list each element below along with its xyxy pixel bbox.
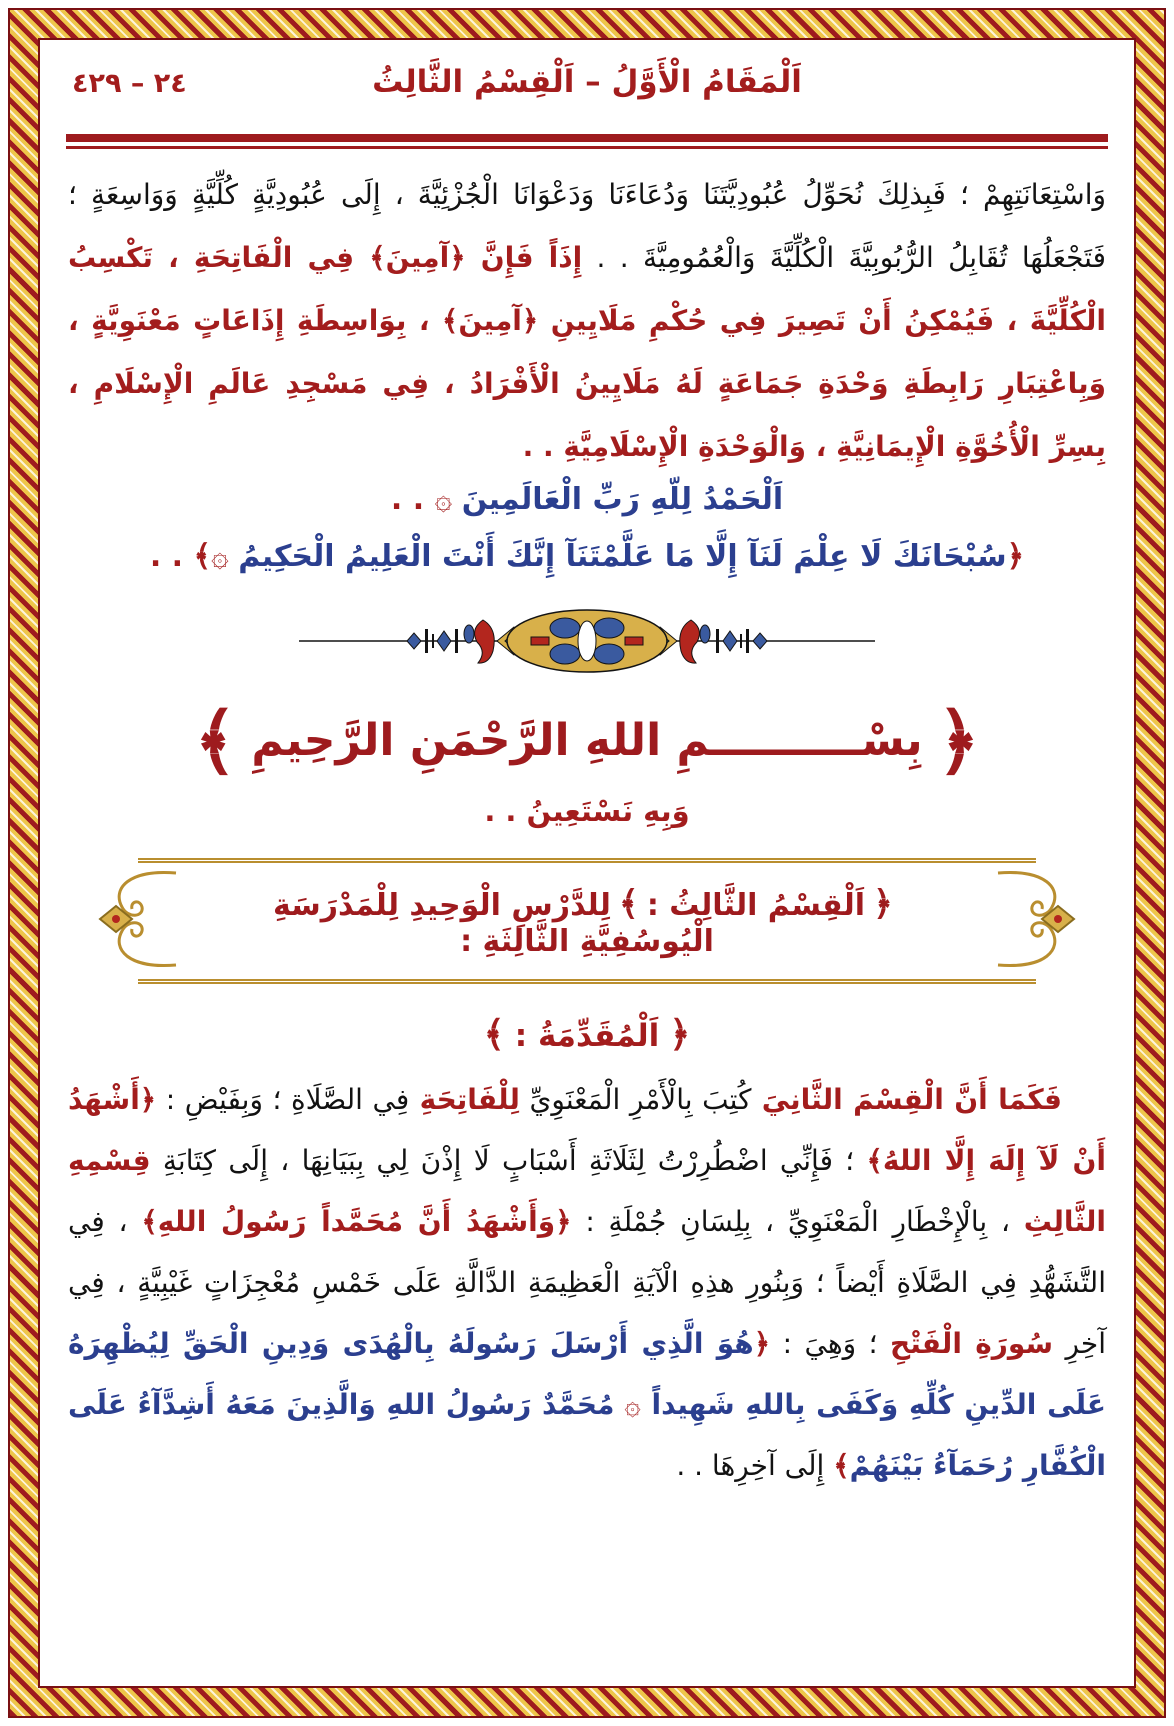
text-run-black: ، فِي التَّشَهُّدِ فِي الصَّلَاةِ أَيْضاً ؛ وَبِنُورِ هذِهِ الْآيَةِ الْعَظِيمَةِ الدَّالَّةِ عَلَى خَمْسِ مُعْجِزَاتٍ غَيْبِيَّةٍ ، فِي آخِرِ <box>68 1205 1107 1360</box>
ornate-open-bracket-icon: ﴿ <box>669 1014 691 1055</box>
shahada-quote: ﴿أَشْهَدُ أَنْ لَآ إِلَهَ إِلَّا اللهُ﴾ <box>68 1083 1106 1177</box>
muqaddima-heading <box>66 1014 1108 1055</box>
istiana-line: وَبِهِ نَسْتَعِينُ . . <box>484 794 690 828</box>
ornate-open-bracket-icon: ﴿ <box>1006 539 1025 574</box>
text-run-red: قِسْمِهِ الثَّالِثِ <box>68 1144 1106 1238</box>
gold-flourish-icon <box>996 867 1076 975</box>
section-subtitle: لِلدَّرْسِ الْوَحِيدِ لِلْمَدْرَسَةِ الْيُوسُفِيَّةِ الثَّالِثَةِ : <box>273 888 714 959</box>
ornate-close-bracket-icon: ﴾ <box>483 1014 505 1055</box>
divider-ornament <box>66 608 1108 678</box>
basmala-text: بِسْــــــــــمِ اللهِ الرَّحْمَنِ الرَّحِيمِ <box>251 715 923 766</box>
page-number: ٢٤ – ٤٢٩ <box>72 68 187 99</box>
text-run-red: فَكَمَا أَنَّ الْقِسْمَ الثَّانِيَ <box>751 1083 1063 1116</box>
gold-flourish-icon <box>98 867 178 975</box>
ornate-close-bracket-icon: ﴾ <box>193 539 212 574</box>
tasbih-verse-text: سُبْحَانَكَ لَا عِلْمَ لَنَآ إِلَّا مَا عَلَّمْتَنَآ إِنَّكَ أَنْتَ الْعَلِيمُ الْحَكِيمُ <box>238 539 1007 574</box>
text-run-black: فِي الصَّلَاةِ ؛ وَبِفَيْضِ : <box>156 1083 410 1116</box>
ornate-close-bracket-icon: ﴾ <box>833 1449 850 1482</box>
text-run-red: إِذَاً فَإِنَّ ﴿آمِينَ﴾ فِي الْفَاتِحَةِ ، تَكْسِبُ الْكُلِّيَّةَ ، فَيُمْكِنُ أَنْ تَصِيرَ فِي حُكْمِ مَلَايِينِ ﴿آمِينَ﴾ ، بِوَاسِطَةِ إِذَاعَاتٍ مَعْنَوِيَّةٍ ، وَبِاعْتِبَارِ رَابِطَةِ وَحْدَةِ جَمَاعَةٍ لَهُ مَلَايِينُ الْأَفْرَادُ ، فِي مَسْجِدِ عَالَمِ الْإِسْلَامِ ، بِسِرِّ الْأُخُوَّةِ الْإِيمَانِيَّةِ ، وَالْوَحْدَةِ الْإِسْلَامِيَّةِ . . <box>68 241 1106 463</box>
hamdala-text: اَلْحَمْدُ لِلّهِ رَبِّ الْعَالَمِينَ <box>461 482 784 517</box>
section-number: اَلْقِسْمُ الثَّالِثُ : <box>646 888 866 923</box>
muqaddima-paragraph <box>68 1069 1106 1496</box>
trailing-dots: . . <box>149 539 194 574</box>
ornate-open-bracket-icon: ﴿ <box>753 1327 771 1360</box>
muqaddima-title: اَلْمُقَدِّمَةُ : <box>514 1018 660 1054</box>
basmala-calligraphy <box>66 698 1108 784</box>
text-run-red: لِلْفَاتِحَةِ <box>409 1083 520 1116</box>
page-header <box>66 64 1108 128</box>
page-content-area <box>38 38 1136 1688</box>
page-title: اَلْمَقَامُ الْأَوَّلُ – اَلْقِسْمُ الثَّالِثُ <box>372 64 802 100</box>
rub-el-hizb-icon: ۞ <box>211 539 239 574</box>
header-double-rule <box>66 134 1108 149</box>
text-run-black: ؛ فَإِنِّي اضْطُرِرْتُ لِثَلَاثَةِ أَسْبَابٍ لَا إِذْنَ لِي بِبَيَانِهَا ، إِلَى كِتَابَةِ <box>150 1144 867 1177</box>
surah-name: سُورَةِ الْفَتْحِ <box>890 1327 1053 1360</box>
hamdala-line <box>66 482 1108 517</box>
rub-el-hizb-icon: ۞ <box>614 1388 641 1421</box>
verse-text: مُحَمَّدٌ رَسُولُ اللهِ وَالَّذِينَ مَعَهُ أَشِدَّآءُ عَلَى الْكُفَّارِ رُحَمَآءُ بَيْنَهُمْ <box>68 1388 1106 1482</box>
text-run-black: كُتِبَ بِالْأَمْرِ الْمَعْنَوِيِّ <box>519 1083 752 1116</box>
section-title-line <box>208 883 966 959</box>
verse-text: هُوَ الَّذِي أَرْسَلَ رَسُولَهُ بِالْهُدَى وَدِينِ الْحَقِّ لِيُظْهِرَهُ عَلَى الدِّينِ كُلِّهِ وَكَفَى بِاللهِ شَهِيداً <box>68 1327 1107 1421</box>
text-run-black: وَاسْتِعَانَتِهِمْ ؛ فَبِذلِكَ نُحَوِّلُ عُبُودِيَّتَنَا وَدُعَاءَنَا وَدَعْوَانَا الْجُزْئِيَّةَ ، إِلَى عُبُودِيَّةٍ كُلِّيَّةٍ وَوَاسِعَةٍ ؛ فَتَجْعَلُهَا تُقَابِلُ الرُّبُوبِيَّةَ الْكُلِّيَّةَ وَالْعُمُومِيَّةَ . . <box>68 178 1106 274</box>
ornate-divider-icon: ﴾ <box>618 884 639 924</box>
tasbih-verse-line <box>66 539 1108 574</box>
ornate-open-bracket-icon: ﴿ <box>873 884 893 924</box>
divider-ornament-icon <box>297 608 877 674</box>
basmala-open-bracket-icon: ﴿ <box>936 698 981 784</box>
text-run-black: إِلَى آخِرِهَا . . <box>676 1449 834 1482</box>
basmala-close-bracket-icon: ﴾ <box>193 698 238 784</box>
text-run-black: ؛ وَهِيَ : <box>770 1327 891 1360</box>
section-title-box <box>138 858 1036 984</box>
trailing-dots: . . <box>390 482 435 517</box>
paragraph-continuation <box>68 163 1106 478</box>
rub-el-hizb-icon: ۞ <box>434 482 462 517</box>
text-run-black: ، بِالْإِخْطَارِ الْمَعْنَوِيِّ ، بِلِسَانِ جُمْلَةِ : <box>571 1205 1024 1238</box>
shahada-quote: ﴿وَأَشْهَدُ أَنَّ مُحَمَّداً رَسُولُ اللهِ﴾ <box>141 1205 572 1238</box>
